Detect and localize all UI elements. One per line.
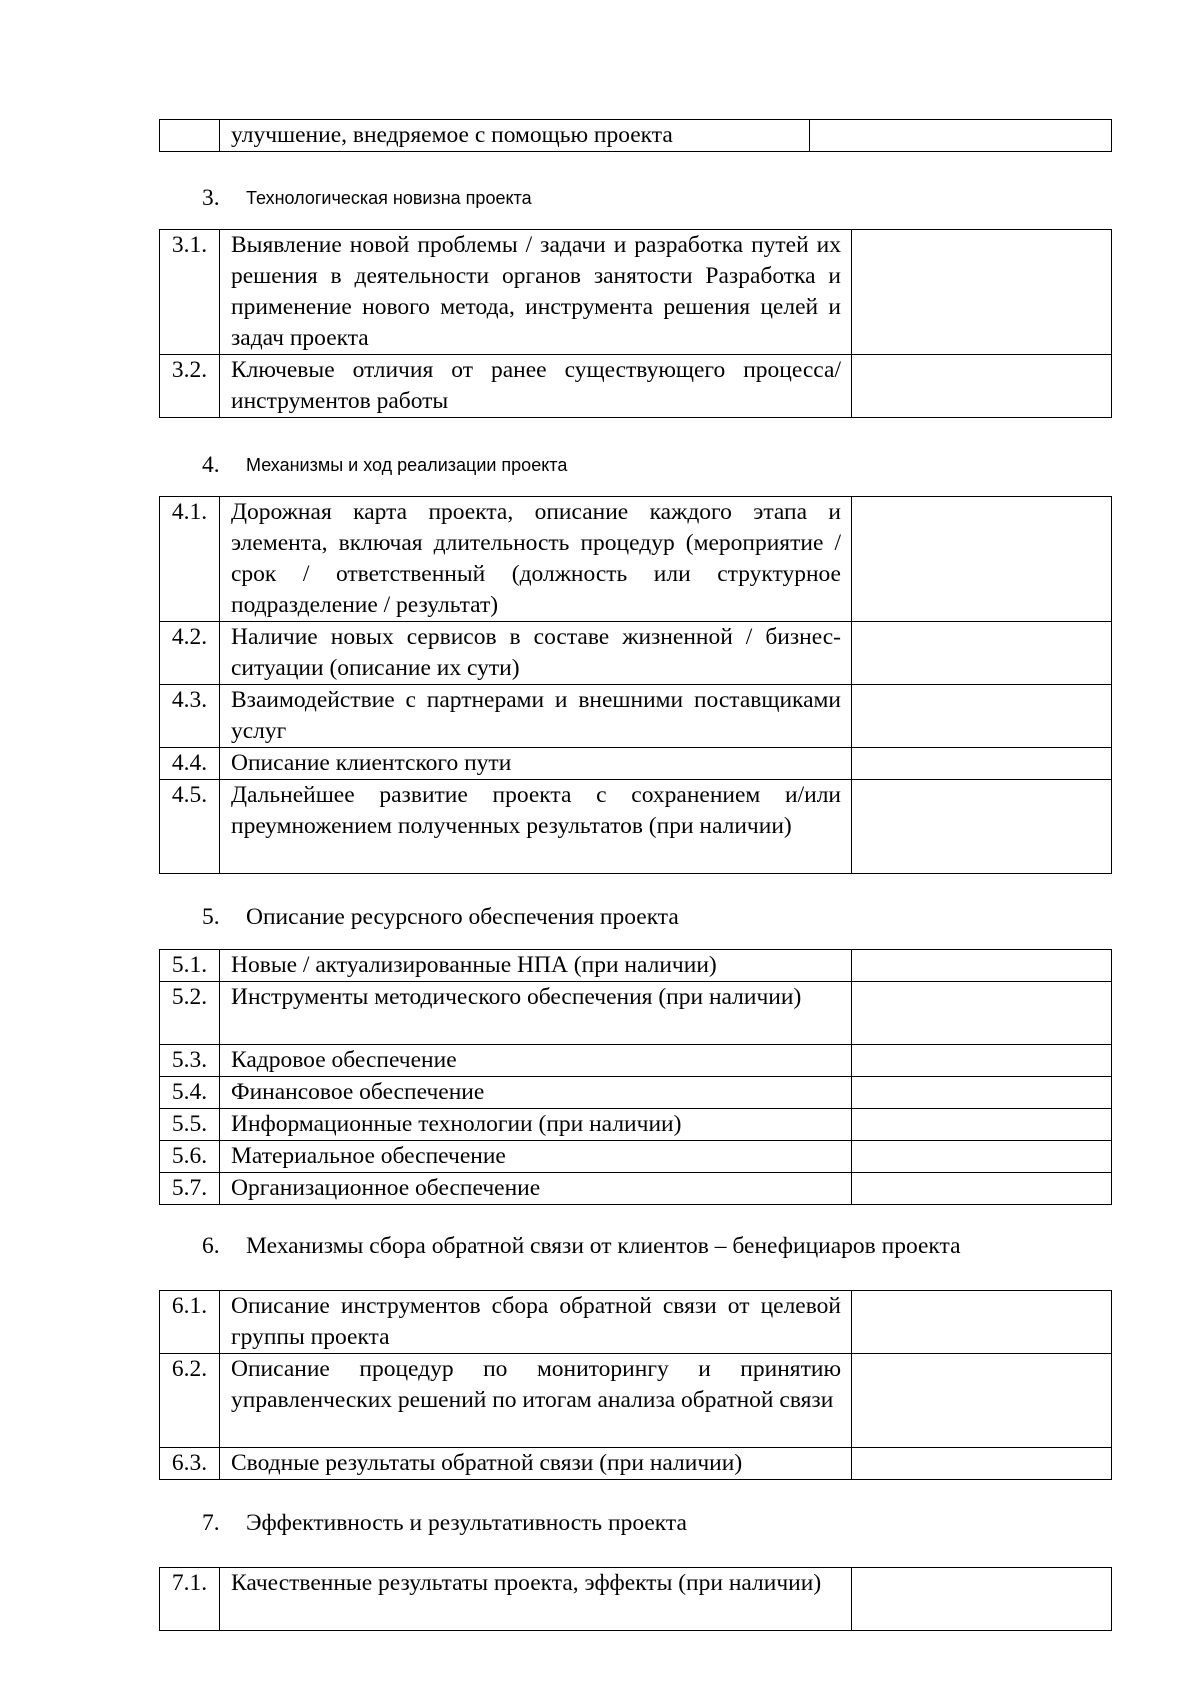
table-row xyxy=(160,120,1112,152)
table-row xyxy=(160,748,1112,780)
row-value-cell[interactable] xyxy=(852,950,1112,982)
table-row xyxy=(160,1173,1112,1205)
row-value-cell[interactable] xyxy=(810,120,1112,152)
section-heading xyxy=(202,183,1102,213)
row-number: 5.7. xyxy=(160,1173,220,1205)
row-description: Дорожная карта проекта, описание каждого этапа и элемента, включая длительность процедур (мероприятие / срок / ответственный (должность или структурное подразделение / результат) xyxy=(220,497,852,622)
row-description: Качественные результаты проекта, эффекты (при наличии) xyxy=(220,1568,852,1631)
row-value-cell[interactable] xyxy=(852,1354,1112,1448)
section-number: 6. xyxy=(202,1233,220,1259)
row-description: Информационные технологии (при наличии) xyxy=(220,1109,852,1141)
row-value-cell[interactable] xyxy=(852,1173,1112,1205)
row-description: Кадровое обеспечение xyxy=(220,1045,852,1077)
row-number: 6.2. xyxy=(160,1354,220,1448)
row-description: Дальнейшее развитие проекта с сохранением и/или преумножением полученных результатов (при наличии) xyxy=(220,780,852,874)
row-description: Выявление новой проблемы / задачи и разработка путей их решения в деятельности органов занятости Разработка и применение нового метода, инструмента решения целей и задач проекта xyxy=(220,230,852,355)
table-row xyxy=(160,950,1112,982)
section-number: 5. xyxy=(202,904,220,930)
table-section-6 xyxy=(159,1290,1112,1480)
table-row xyxy=(160,1291,1112,1354)
row-value-cell[interactable] xyxy=(852,685,1112,748)
table-section-3 xyxy=(159,229,1112,418)
table-row xyxy=(160,780,1112,874)
section-heading xyxy=(202,1508,1102,1538)
table-row xyxy=(160,982,1112,1045)
row-number: 5.6. xyxy=(160,1141,220,1173)
table-row xyxy=(160,1354,1112,1448)
table-section-4 xyxy=(159,496,1112,874)
section-number: 7. xyxy=(202,1510,220,1536)
table-row xyxy=(160,1077,1112,1109)
row-value-cell[interactable] xyxy=(852,1045,1112,1077)
table-row xyxy=(160,1448,1112,1480)
row-number xyxy=(160,120,220,152)
row-number: 7.1. xyxy=(160,1568,220,1631)
table-section-7 xyxy=(159,1567,1112,1631)
section-heading xyxy=(202,902,1102,932)
row-description: Инструменты методического обеспечения (при наличии) xyxy=(220,982,852,1045)
section-title: Механизмы и ход реализации проекта xyxy=(246,455,568,475)
section-title: Описание ресурсного обеспечения проекта xyxy=(246,904,679,930)
table-row xyxy=(160,497,1112,622)
table-row xyxy=(160,355,1112,418)
row-description: Финансовое обеспечение xyxy=(220,1077,852,1109)
row-description: Наличие новых сервисов в составе жизненной / бизнес-ситуации (описание их сути) xyxy=(220,622,852,685)
table-row xyxy=(160,1045,1112,1077)
row-value-cell[interactable] xyxy=(852,1141,1112,1173)
section-number: 4. xyxy=(202,452,220,478)
row-number: 5.1. xyxy=(160,950,220,982)
table-section-5 xyxy=(159,949,1112,1205)
row-value-cell[interactable] xyxy=(852,1077,1112,1109)
table-section-2-tail xyxy=(159,119,1112,152)
row-description: Материальное обеспечение xyxy=(220,1141,852,1173)
table-row xyxy=(160,622,1112,685)
row-value-cell[interactable] xyxy=(852,780,1112,874)
row-value-cell[interactable] xyxy=(852,1109,1112,1141)
row-number: 6.3. xyxy=(160,1448,220,1480)
row-value-cell[interactable] xyxy=(852,230,1112,355)
table-row xyxy=(160,1141,1112,1173)
row-value-cell[interactable] xyxy=(852,622,1112,685)
row-number: 5.3. xyxy=(160,1045,220,1077)
row-description: Описание клиентского пути xyxy=(220,748,852,780)
section-title: Технологическая новизна проекта xyxy=(246,188,532,208)
row-description: Организационное обеспечение xyxy=(220,1173,852,1205)
row-number: 4.4. xyxy=(160,748,220,780)
row-number: 3.1. xyxy=(160,230,220,355)
row-value-cell[interactable] xyxy=(852,497,1112,622)
row-number: 4.1. xyxy=(160,497,220,622)
row-value-cell[interactable] xyxy=(852,355,1112,418)
table-row xyxy=(160,230,1112,355)
section-title: Механизмы сбора обратной связи от клиентов – бенефициаров проекта xyxy=(246,1233,961,1259)
row-number: 5.2. xyxy=(160,982,220,1045)
section-number: 3. xyxy=(202,185,220,211)
row-description: Ключевые отличия от ранее существующего процесса/ инструментов работы xyxy=(220,355,852,418)
section-title: Эффективность и результативность проекта xyxy=(246,1510,687,1536)
row-description: Новые / актуализированные НПА (при наличии) xyxy=(220,950,852,982)
row-value-cell[interactable] xyxy=(852,748,1112,780)
row-value-cell[interactable] xyxy=(852,1568,1112,1631)
row-value-cell[interactable] xyxy=(852,1448,1112,1480)
row-number: 5.5. xyxy=(160,1109,220,1141)
table-row xyxy=(160,685,1112,748)
row-value-cell[interactable] xyxy=(852,1291,1112,1354)
row-number: 4.5. xyxy=(160,780,220,874)
row-number: 5.4. xyxy=(160,1077,220,1109)
row-description: Описание процедур по мониторингу и принятию управленческих решений по итогам анализа обратной связи xyxy=(220,1354,852,1448)
row-number: 6.1. xyxy=(160,1291,220,1354)
row-number: 4.2. xyxy=(160,622,220,685)
row-description: улучшение, внедряемое с помощью проекта xyxy=(220,120,810,152)
row-number: 4.3. xyxy=(160,685,220,748)
row-value-cell[interactable] xyxy=(852,982,1112,1045)
section-heading xyxy=(202,450,1102,480)
row-description: Сводные результаты обратной связи (при наличии) xyxy=(220,1448,852,1480)
row-number: 3.2. xyxy=(160,355,220,418)
row-description: Взаимодействие с партнерами и внешними поставщиками услуг xyxy=(220,685,852,748)
section-heading xyxy=(202,1231,1102,1261)
row-description: Описание инструментов сбора обратной связи от целевой группы проекта xyxy=(220,1291,852,1354)
table-row xyxy=(160,1109,1112,1141)
table-row xyxy=(160,1568,1112,1631)
